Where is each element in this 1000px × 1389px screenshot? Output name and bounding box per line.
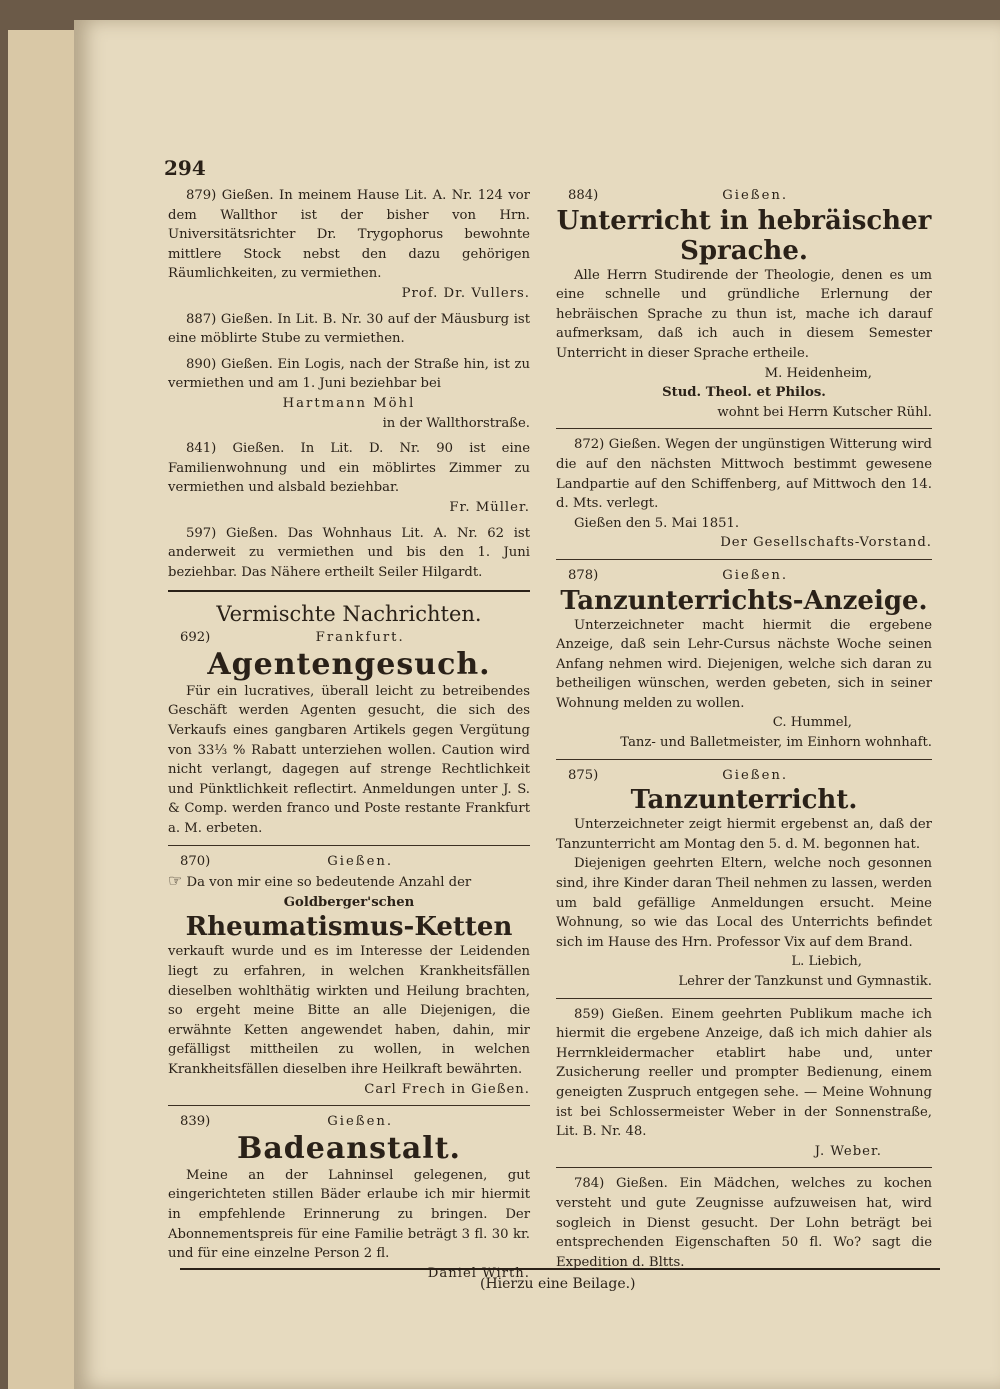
ad-signature: J. Weber. (814, 1143, 882, 1159)
ad-signature: M. Heidenheim, (764, 365, 872, 381)
ad-subheading: Goldberger'schen (283, 894, 415, 910)
ad-signature: Carl Frech in Gießen. (364, 1081, 530, 1097)
ad-heading: Tanzunterricht. (630, 785, 858, 816)
ad-signature-line2: Stud. Theol. et Philos. (662, 385, 826, 401)
ad-heading: Rheumatismus-Ketten (185, 912, 513, 943)
ad-text: 890) Gießen. Ein Logis, nach der Straße hin, ist zu vermiethen und am 1. Juni beziehbar bei (168, 356, 530, 392)
divider (168, 845, 530, 846)
ad-city: Frankfurt. (315, 630, 405, 646)
divider (556, 559, 932, 560)
ad-text-2: Diejenigen geehrten Eltern, welche noch gesonnen sind, ihre Kinder daran Theil nehmen zu lassen, werden um bald gefällige Anmeldungen ersucht. Meine Wohnung, so wie das Local des Unterrichts befindet sich im Hause des Hrn. Professor Vix auf dem Brand. (556, 856, 932, 950)
ad-heading: Agentengesuch. (207, 646, 491, 682)
right-column (556, 186, 932, 1276)
divider (556, 428, 932, 429)
ad-intro: Da von mir eine so bedeutende Anzahl der (186, 875, 472, 891)
ad-number: 884) (568, 188, 599, 203)
ad-text: 841) Gießen. In Lit. D. Nr. 90 ist eine Familienwohnung und ein möblirtes Zimmer zu vermiethen und alsbald beziehbar. (168, 441, 530, 496)
ad-text: 597) Gießen. Das Wohnhaus Lit. A. Nr. 62 ist anderweit zu vermiethen und bis den 1. Juni beziehbar. Das Nähere ertheilt Seiler Hilgardt. (168, 525, 530, 580)
ad-870 (168, 852, 530, 1100)
ad-878 (556, 566, 932, 753)
ad-signature: C. Hummel, (772, 715, 852, 731)
divider (556, 1167, 932, 1168)
ad-887 (168, 310, 530, 349)
ad-heading: Badeanstalt. (237, 1130, 461, 1166)
ad-text: Meine an der Lahninsel gelegenen, gut eingerichteten stillen Bäder erlaube ich mir hiermit in empfehlende Erinnerung zu bringen. Der Abonnementspreis für eine Familie beträgt 3 fl. 30 kr. und für eine einzelne Person 2 fl. (168, 1167, 530, 1262)
ad-text: Alle Herrn Studirende der Theologie, denen es um eine schnelle und gründliche Erlernung der hebräischen Sprache zu thun ist, mache ich darauf aufmerksam, daß ich auch in diesem Semester Unterricht in dieser Sprache ertheile. (556, 267, 932, 361)
ad-city: Gießen. (327, 1114, 394, 1130)
ad-signature: Prof. Dr. Vullers. (401, 285, 530, 301)
ad-number: 875) (568, 767, 599, 783)
ad-text: 859) Gießen. Einem geehrten Publikum mache ich hiermit die ergebene Anzeige, daß ich mich dahier als Herrnkleidermacher etablirt habe und, unter Zusicherung reeller und prompter Bedienung, einem geneigten Zuspruch entgegen sehe. — Meine Wohnung ist bei Schlossermeister Weber in der Sonnenstraße, Lit. B. Nr. 48. (556, 1006, 932, 1140)
section-divider (168, 590, 530, 592)
ad-text: 872) Gießen. Wegen der ungünstigen Witterung wird die auf den nächsten Mittwoch bestimmt gewesene Landpartie auf den Schiffenberg, auf Mittwoch den 14. d. Mts. verlegt. (556, 437, 932, 512)
divider (556, 998, 932, 999)
ad-text: Unterzeichneter zeigt hiermit ergebenst an, daß der Tanzunterricht am Montag den 5. d. M. begonnen hat. (556, 817, 932, 852)
ad-841 (168, 439, 530, 517)
ad-signature: Der Gesellschafts-Vorstand. (720, 535, 932, 551)
ad-signature-line2: Tanz- und Balletmeister, im Einhorn wohnhaft. (620, 735, 932, 751)
divider (168, 1105, 530, 1106)
ad-text: verkauft wurde und es im Interesse der Leidenden liegt zu erfahren, in welchen Krankheitsfällen dieselben wohlthätig wirkten und Heilung brachten, so ergeht meine Bitte an alle Diejenigen, die erwähnte Ketten angewendet haben, dahin, mir gefälligst mittheilen zu wollen, in welchen Krankheitsfällen dieselben ihre Heilkraft bewährten. (168, 944, 530, 1077)
left-column (168, 186, 530, 1287)
ad-signature: Hartmann Möhl (282, 395, 416, 411)
ad-884 (556, 186, 932, 422)
footer-note: (Hierzu eine Beilage.) (480, 1276, 636, 1292)
ad-784 (556, 1174, 932, 1272)
ad-city: Gießen. (722, 188, 789, 203)
ad-text: Für ein lucratives, überall leicht zu betreibendes Geschäft werden Agenten gesucht, die sich des Verkaufs eines gangbaren Artikels gegen Vergütung von 33⅓ % Rabatt unterziehen wollen. Caution wird nicht verlangt, dagegen auf strenge Rechtlichkeit und Pünktlichkeit reflectirt. Anmeldungen unter J. S. & Comp. werden franco und Poste restante Frankfurt a. M. erbeten. (168, 683, 530, 837)
ad-text: Unterzeichneter macht hiermit die ergebene Anzeige, daß sein Lehr-Cursus nächste Woche seinen Anfang nehmen wird. Diejenigen, welche sich daran zu betheiligen wünschen, werden gebeten, sich in seiner Wohnung melden zu wollen. (556, 617, 932, 711)
ad-number: 870) (180, 853, 211, 869)
ad-signature-line2: Lehrer der Tanzkunst und Gymnastik. (678, 974, 932, 989)
divider (556, 759, 932, 760)
ad-859 (556, 1005, 932, 1162)
ad-number: 878) (568, 567, 599, 583)
ad-city: Gießen. (327, 853, 394, 869)
ad-890 (168, 355, 530, 433)
ad-heading: Tanzunterrichts-Anzeige. (560, 585, 928, 616)
ad-signature: Daniel Wirth. (427, 1265, 530, 1281)
ad-date: Gießen den 5. Mai 1851. (574, 515, 740, 531)
page-number: 294 (164, 156, 206, 180)
ad-signature: L. Liebich, (791, 954, 862, 970)
ad-872 (556, 435, 932, 553)
ad-text: 784) Gießen. Ein Mädchen, welches zu kochen versteht und gute Zeugnisse aufzuweisen hat, wird sogleich in Dienst gesucht. Der Lohn beträgt bei entsprechenden Eigenschaften 50 fl. Wo? sagt die Expedition d. Bltts. (556, 1176, 932, 1270)
ad-597 (168, 524, 530, 583)
ad-text: 887) Gießen. In Lit. B. Nr. 30 auf der Mäusburg ist eine möblirte Stube zu vermiethen. (168, 311, 530, 347)
pointing-hand-icon: ☞ (168, 871, 183, 891)
ad-heading: Unterricht in hebräischer Sprache. (556, 205, 932, 266)
ad-number: 839) (180, 1114, 211, 1130)
ad-city: Gießen. (722, 767, 789, 783)
ad-692 (168, 628, 530, 838)
section-title: Vermischte Nachrichten. (216, 602, 482, 627)
ad-879 (168, 186, 530, 304)
ad-number: 692) (180, 630, 211, 646)
ad-signature-line3: wohnt bei Herrn Kutscher Rühl. (717, 404, 932, 420)
footer-rule (180, 1268, 940, 1270)
ad-text: 879) Gießen. In meinem Hause Lit. A. Nr. 124 vor dem Wallthor ist der bisher von Hrn. Universitätsrichter Dr. Trygophorus bewohnte mittlere Stock nebst den dazu gehörigen Räumlichkeiten, zu vermiethen. (168, 188, 530, 282)
ad-839 (168, 1112, 530, 1283)
ad-875 (556, 766, 932, 992)
ad-signature-line2: in der Wallthorstraße. (382, 415, 530, 431)
ad-city: Gießen. (722, 567, 789, 583)
ad-signature: Fr. Müller. (449, 499, 530, 515)
